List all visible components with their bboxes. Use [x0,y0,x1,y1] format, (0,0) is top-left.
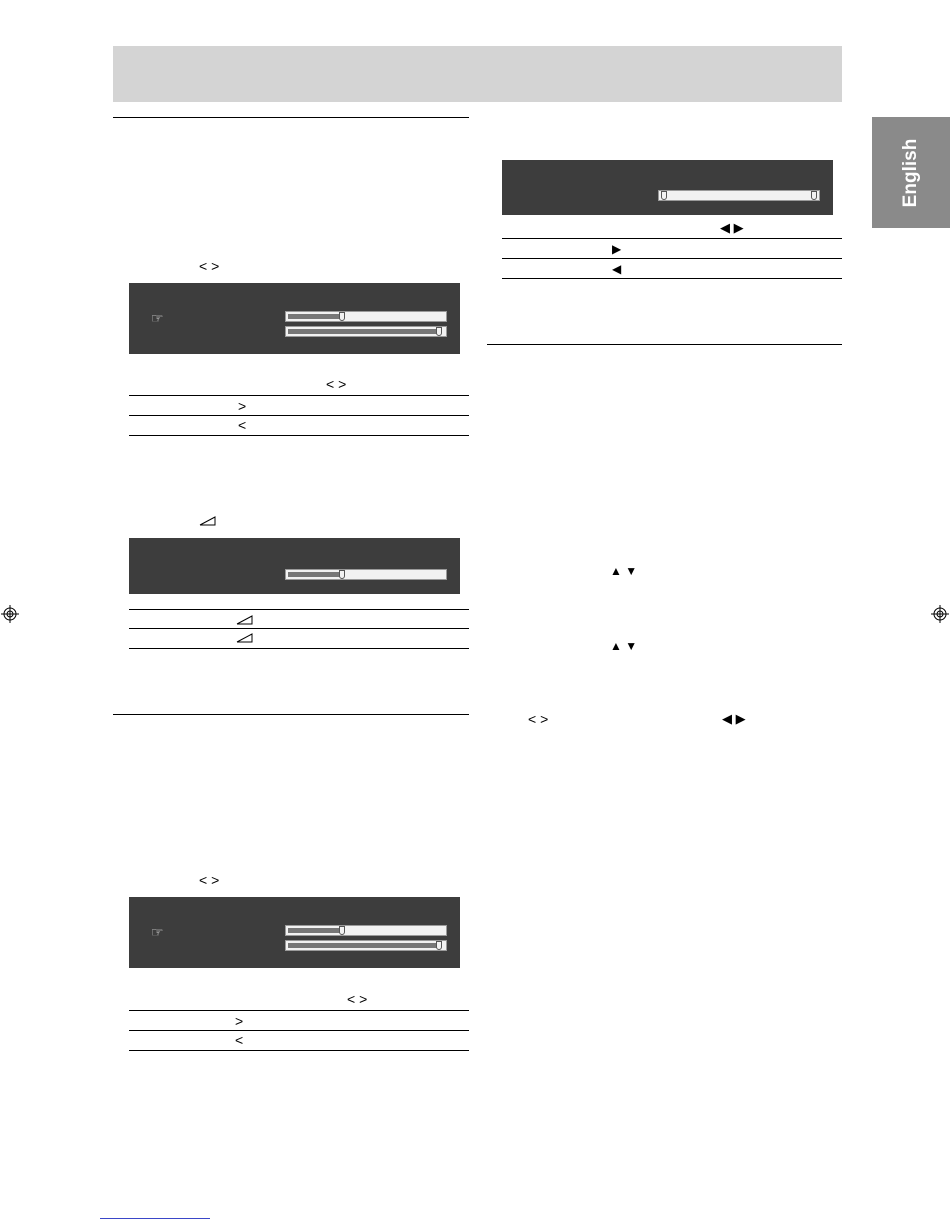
slider-knob-left [661,191,667,200]
volume-ramp-icon [236,632,254,644]
volume-ramp-icon [199,515,217,527]
osd-slider-top [285,925,447,936]
section-divider [487,344,842,345]
registration-mark-icon [931,605,949,623]
volume-ramp-icon [236,614,254,626]
language-tab-label: English [900,138,921,207]
osd-slider-volume [285,569,447,580]
section-divider [113,117,469,118]
table-rule [129,1030,469,1031]
language-tab [872,117,950,228]
table-rule [129,1010,469,1011]
slider-knob [339,926,345,935]
registration-mark-icon [1,605,19,623]
osd-slider-right [658,190,820,201]
footer-link-underline[interactable] [100,1218,210,1219]
table-rule [129,415,469,416]
less-greater-buttons-icon: < > [199,872,220,888]
osd-menu-panel [129,283,460,354]
osd-slider-bottom [285,326,447,337]
less-button-icon: < [238,417,247,433]
table-rule [129,395,469,396]
pointer-icon: ☞ [151,924,164,940]
up-down-triangle-buttons-icon: ▲ ▼ [610,639,638,653]
slider-knob [339,570,345,579]
less-greater-buttons-icon: < > [326,376,347,392]
slider-fill [288,314,341,319]
table-rule [129,609,469,610]
osd-menu-panel [129,897,460,968]
table-rule [129,628,469,629]
pointer-icon: ☞ [151,310,164,326]
slider-fill [288,928,341,933]
left-right-triangle-buttons-icon: ◀ ▶ [722,711,746,726]
less-greater-buttons-icon: < > [347,991,368,1007]
slider-knob [436,327,442,336]
slider-knob-right [811,191,817,200]
left-triangle-button-icon: ◀ [612,262,622,276]
osd-slider-bottom [285,940,447,951]
slider-fill [288,572,341,577]
right-triangle-button-icon: ▶ [612,242,622,256]
less-greater-buttons-icon: < > [528,711,549,727]
table-rule [129,648,469,649]
table-rule [502,238,842,239]
less-greater-buttons-icon: < > [199,258,220,274]
section-divider [113,714,469,715]
slider-knob [339,312,345,321]
table-rule [129,1050,469,1051]
table-rule [502,278,842,279]
less-button-icon: < [235,1032,244,1048]
slider-fill [288,943,438,948]
page-header-band [113,46,842,102]
greater-button-icon: > [235,1013,244,1029]
greater-button-icon: > [238,398,247,414]
left-right-triangle-buttons-icon: ◀ ▶ [720,220,744,235]
slider-knob [436,941,442,950]
osd-right-panel [502,160,833,215]
osd-slider-top [285,311,447,322]
osd-volume-panel [129,538,460,594]
slider-fill [288,329,438,334]
up-down-triangle-buttons-icon: ▲ ▼ [610,564,638,578]
table-rule [502,258,842,259]
table-rule [129,435,469,436]
